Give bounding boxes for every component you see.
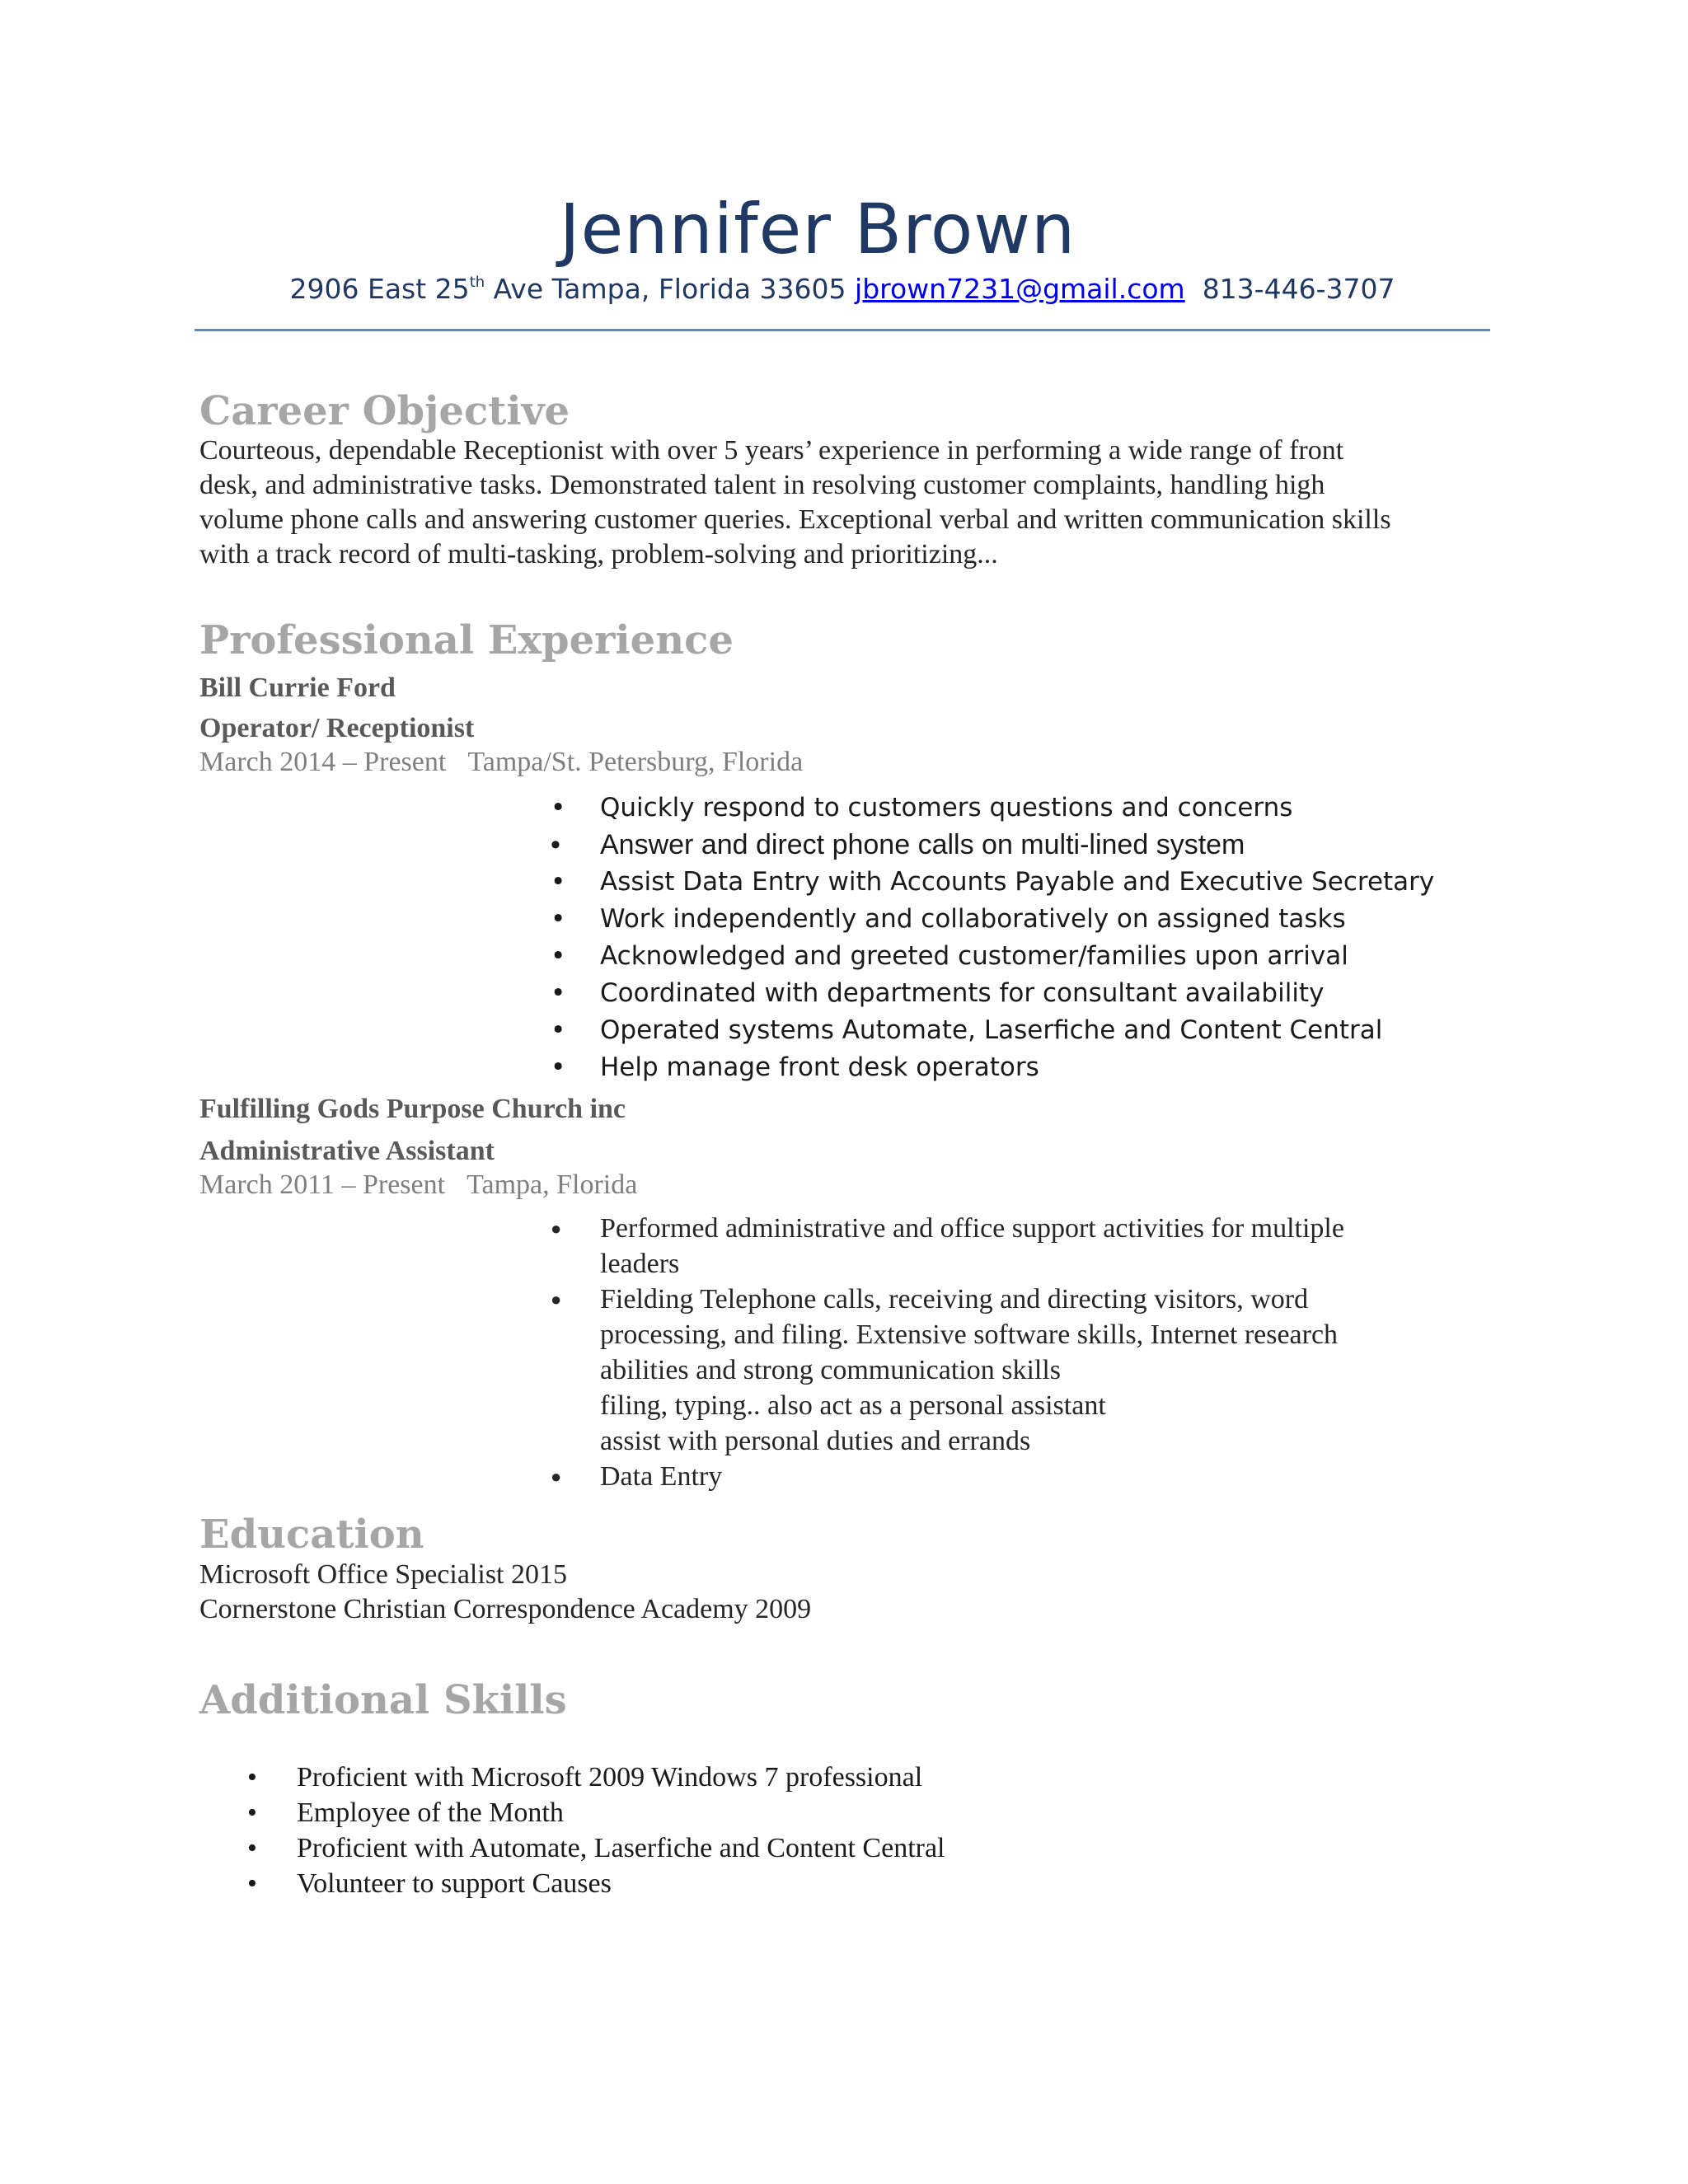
bullet-icon: • — [551, 867, 566, 897]
address-ordinal: th — [469, 274, 485, 292]
duty-text: Quickly respond to customers questions and concerns — [600, 793, 1293, 823]
list-item — [247, 1866, 945, 1901]
bullet-icon: • — [551, 978, 566, 1008]
duty-text: Help manage front desk operators — [600, 1052, 1039, 1082]
duty-text: Performed administrative and office support activities for multiple — [600, 1213, 1344, 1244]
bullet-icon: • — [247, 1797, 257, 1828]
duty-text: Assist Data Entry with Accounts Payable and Executive Secretary — [600, 867, 1435, 897]
objective-line: volume phone calls and answering customer queries. Exceptional verbal and written communication skills — [199, 504, 1391, 535]
bullet-icon: • — [551, 941, 566, 971]
job-company: Fulfilling Gods Purpose Church inc — [199, 1094, 626, 1124]
job-location: Tampa/St. Petersburg, Florida — [467, 747, 804, 777]
job-location: Tampa, Florida — [467, 1169, 638, 1200]
list-item — [247, 1795, 945, 1830]
list-item — [247, 1760, 945, 1795]
job-duties-list — [551, 790, 1434, 1086]
bullet-icon: • — [551, 904, 566, 934]
section-title-career-objective: Career Objective — [199, 388, 570, 434]
education-item: Microsoft Office Specialist 2015 — [199, 1559, 568, 1590]
list-item — [551, 1282, 1424, 1459]
skills-list — [247, 1760, 945, 1901]
job-dates: March 2014 – Present — [199, 747, 447, 777]
duty-text: Coordinated with departments for consultant availability — [600, 978, 1325, 1008]
list-item — [551, 790, 1434, 827]
duty-text: Work independently and collaboratively on assigned tasks — [600, 904, 1346, 934]
bullet-icon: • — [247, 1833, 257, 1863]
job-role: Operator/ Receptionist — [199, 713, 475, 743]
header-divider — [195, 329, 1490, 331]
section-title-professional-experience: Professional Experience — [199, 617, 734, 663]
list-item — [551, 864, 1434, 901]
list-item — [247, 1830, 945, 1866]
job-dates: March 2011 – Present — [199, 1169, 446, 1200]
contact-line — [195, 272, 1490, 307]
duty-text: Operated systems Automate, Laserfiche and Content Central — [600, 1015, 1383, 1045]
bullet-icon: • — [247, 1868, 257, 1899]
bullet-icon: ● — [551, 1289, 562, 1310]
job-company: Bill Currie Ford — [199, 673, 396, 703]
skill-text: Proficient with Microsoft 2009 Windows 7 professional — [297, 1762, 923, 1793]
list-item — [551, 975, 1434, 1012]
duty-text: assist with personal duties and errands — [600, 1426, 1031, 1456]
list-item — [551, 1211, 1424, 1282]
education-list — [199, 1558, 811, 1627]
bullet-icon: • — [247, 1762, 257, 1793]
duty-text: Fielding Telephone calls, receiving and directing visitors, word — [600, 1284, 1309, 1315]
list-item — [551, 1459, 1424, 1494]
duty-text: leaders — [600, 1249, 680, 1279]
list-item — [551, 938, 1434, 975]
bullet-icon: • — [551, 793, 566, 823]
bullet-icon: • — [551, 1052, 566, 1082]
job-dates-location — [199, 748, 803, 776]
skill-text: Employee of the Month — [297, 1797, 564, 1828]
bullet-icon: ● — [551, 1218, 562, 1239]
duty-text: Acknowledged and greeted customer/families upon arrival — [600, 941, 1348, 971]
objective-line: with a track record of multi-tasking, problem-solving and prioritizing... — [199, 539, 998, 569]
resume-header — [195, 191, 1490, 307]
skill-text: Volunteer to support Causes — [297, 1868, 612, 1899]
phone-number: 813-446-3707 — [1202, 273, 1395, 306]
list-item — [551, 901, 1434, 938]
duty-text: processing, and filing. Extensive software skills, Internet research — [600, 1319, 1339, 1350]
objective-paragraph — [199, 434, 1485, 572]
email-link[interactable]: jbrown7231@gmail.com — [855, 273, 1185, 306]
list-item — [551, 827, 1434, 864]
bullet-icon: • — [551, 829, 560, 860]
bullet-icon: • — [551, 1015, 566, 1045]
duty-text: filing, typing.. also act as a personal assistant — [600, 1390, 1106, 1421]
applicant-name: Jennifer Brown — [559, 189, 1076, 269]
list-item — [551, 1012, 1434, 1049]
objective-line: Courteous, dependable Receptionist with over 5 years’ experience in performing a wide range of front — [199, 435, 1344, 466]
list-item — [551, 1049, 1434, 1086]
job-duties-list — [551, 1211, 1424, 1494]
objective-line: desk, and administrative tasks. Demonstrated talent in resolving customer complaints, handling high — [199, 470, 1325, 500]
section-title-education: Education — [199, 1511, 424, 1558]
job-dates-location — [199, 1171, 637, 1199]
duty-text: Answer and direct phone calls on multi-lined system — [600, 829, 1245, 860]
bullet-icon: ● — [551, 1466, 562, 1487]
education-item: Cornerstone Christian Correspondence Academy 2009 — [199, 1594, 812, 1624]
skill-text: Proficient with Automate, Laserfiche and Content Central — [297, 1833, 945, 1863]
address-city: Ave Tampa, Florida 33605 — [485, 273, 856, 306]
section-title-additional-skills: Additional Skills — [199, 1677, 567, 1723]
duty-text: abilities and strong communication skills — [600, 1355, 1062, 1385]
duty-text: Data Entry — [600, 1461, 723, 1492]
job-role: Administrative Assistant — [199, 1136, 495, 1166]
address-street: 2906 East 25 — [289, 273, 470, 306]
